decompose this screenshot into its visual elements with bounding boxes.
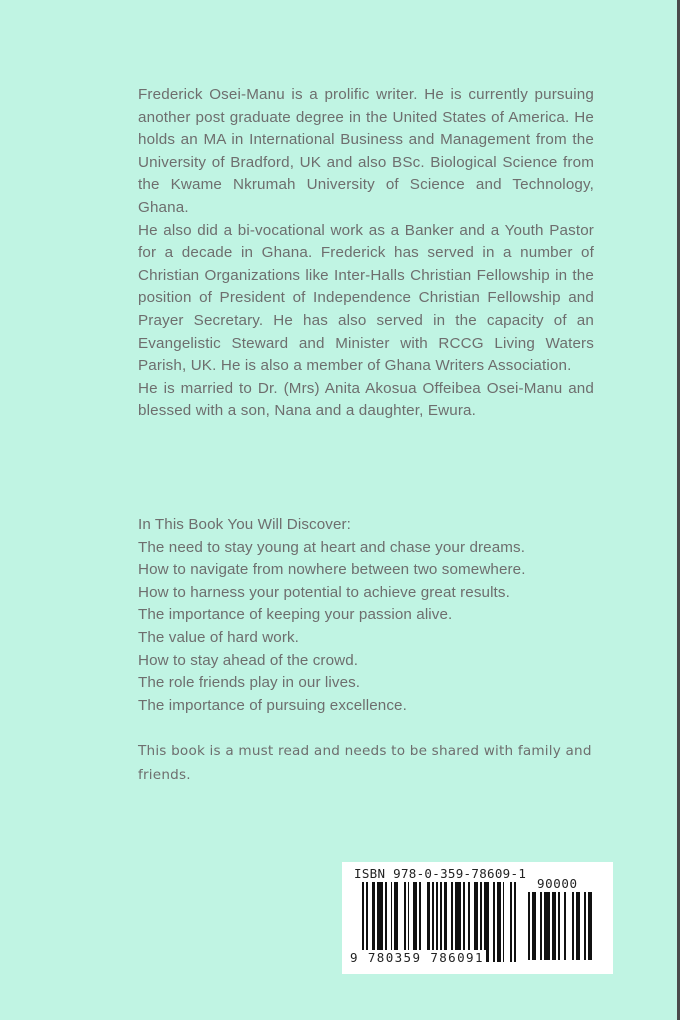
barcode-bar [503,882,505,962]
discover-list [138,514,608,717]
discover-item: The value of hard work. [138,628,300,646]
barcode-bar [588,892,592,960]
barcode-bar [564,892,566,960]
discover-heading: In This Book You Will Discover: [138,516,352,533]
isbn-label: ISBN 978-0-359-78609-1 [354,866,527,881]
closing-statement: This book is a must read and needs to be shared with family and friends. [138,743,592,783]
price-barcode-bars [528,892,600,960]
barcode-bar [497,882,501,962]
barcode-bar [576,892,580,960]
discover-item: How to stay ahead of the crowd. [138,651,359,669]
discover-item: How to navigate from nowhere between two somewhere. [138,561,526,579]
barcode-bar [552,892,556,960]
barcode-bar [558,892,560,960]
barcode-bar [572,892,574,960]
price-code: 90000 [537,876,578,891]
bio-paragraph: Frederick Osei-Manu is a prolific writer. He is currently pursuing another post graduate degree in the United States of America. He holds an MA in International Business and Management from the University of Bradford, UK and also BSc. Biological Science from the Kwame Nkrumah University of Science and Technology, Ghana. [138,86,594,216]
discover-item: The role friends play in our lives. [138,674,361,692]
discover-item: The importance of keeping your passion alive. [138,606,453,624]
barcode-bar [528,892,530,960]
barcode-bar [544,892,550,960]
barcode-bar [584,892,586,960]
barcode-bar [532,892,536,960]
barcode-bar [540,892,542,960]
discover-item: The importance of pursuing excellence. [138,696,407,714]
author-bio [138,84,594,423]
barcode-bar [510,882,512,962]
bio-paragraph: He is married to Dr. (Mrs) Anita Akosua Offeibea Osei-Manu and blessed with a son, Nana and a daughter, Ewura. [138,379,594,420]
barcode-bar [514,882,516,962]
barcode-digits: 9 780359 786091 [350,950,484,965]
discover-item: The need to stay young at heart and chase your dreams. [138,538,526,556]
bio-paragraph: He also did a bi-vocational work as a Banker and a Youth Pastor for a decade in Ghana. Frederick has served in a number of Christian Organizations like Inter-Halls Christian Fellowship in the position of President of Independence Christian Fellowship and Prayer Secretary. He has also served in the capacity of an Evangelistic Steward and Minister with RCCG Living Waters Parish, UK. He is also a member of Ghana Writers Association. [138,221,594,375]
barcode-bar [493,882,495,962]
isbn-barcode [342,862,613,974]
discover-item: How to harness your potential to achieve great results. [138,583,510,601]
